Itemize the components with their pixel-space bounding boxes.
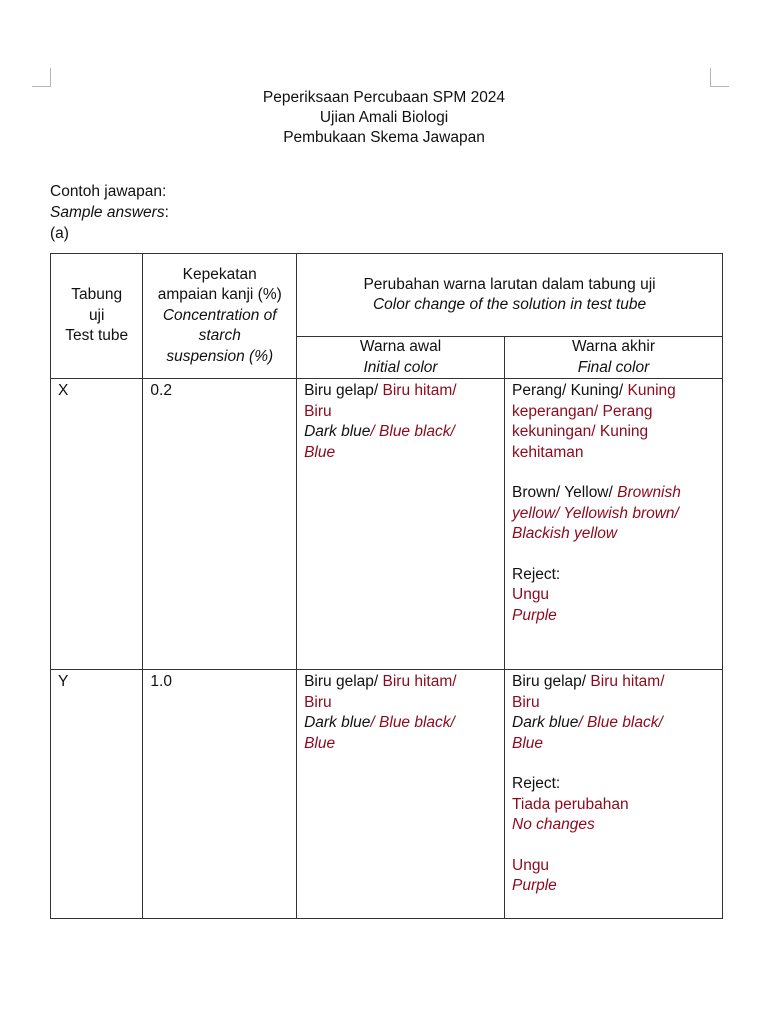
cell-concentration-y: [143, 670, 297, 919]
header-final-color-malay: Warna akhir: [572, 338, 655, 355]
reject-answer: Tiada perubahan: [512, 795, 629, 813]
crop-mark-top-left: [32, 68, 51, 87]
intro-block: [50, 181, 169, 244]
header-final-color-english: Final color: [577, 358, 650, 376]
cell-concentration-x: [143, 379, 297, 670]
intro-label-english: [50, 202, 169, 223]
answer-alt-english: Blue: [512, 734, 544, 752]
cell-final-color-y: [505, 670, 723, 919]
answer-alt-english: Blackish yellow: [512, 525, 618, 542]
answer-table: [50, 253, 723, 919]
header-concentration-line: Kepekatan: [182, 265, 257, 283]
reject-label: Reject:: [512, 775, 561, 792]
answer-text: Biru gelap/: [512, 673, 591, 690]
header-color-change-english: Color change of the solution in test tube: [372, 296, 647, 313]
header-test-tube-english: Test tube: [65, 327, 129, 345]
header-color-change: [297, 254, 723, 337]
question-part-label: (a): [50, 225, 69, 242]
header-test-tube-line: Tabung: [71, 286, 123, 304]
intro-label-english-text: Sample answers: [50, 204, 165, 221]
cell-initial-color-x: [297, 379, 505, 670]
header-concentration-english: Concentration of: [162, 306, 277, 324]
answer-alt-english: / Blue black/: [370, 423, 455, 440]
answer-english: Dark blue: [304, 423, 371, 440]
crop-mark-top-right: [710, 68, 729, 87]
reject-answer: Ungu: [512, 586, 550, 603]
cell-tube-x: [51, 379, 143, 670]
header-concentration-english: suspension (%): [166, 347, 274, 365]
answer-alt-text: Biru: [512, 693, 540, 711]
answer-alt-english: Blue: [304, 443, 336, 461]
cell-final-color-x: [505, 379, 723, 670]
intro-label: Contoh jawapan:: [50, 183, 167, 200]
answer-text: Perang/ Kuning/: [512, 382, 628, 399]
header-scheme: Pembukaan Skema Jawapan: [283, 129, 485, 146]
reject-answer: Ungu: [512, 856, 550, 874]
answer-alt-text: kekuningan/ Kuning: [512, 423, 649, 440]
header-concentration-english: starch: [198, 327, 241, 345]
reject-answer-english: No changes: [512, 816, 595, 833]
header-test-tube-line: uji: [88, 306, 105, 324]
answer-text: Biru gelap/: [304, 382, 383, 399]
answer-english: Dark blue: [304, 714, 371, 731]
tube-label: X: [58, 382, 69, 399]
tube-label: Y: [58, 673, 69, 690]
answer-alt-text: kehitaman: [512, 443, 584, 461]
answer-alt-text: Biru hitam/: [590, 673, 665, 690]
answer-alt-english: Brownish: [617, 484, 681, 501]
header-title: Peperiksaan Percubaan SPM 2024: [262, 89, 506, 106]
intro-colon: :: [164, 204, 169, 221]
answer-alt-text: Kuning: [627, 382, 676, 399]
answer-alt-english: Blue: [304, 734, 336, 752]
concentration-value: 1.0: [150, 673, 172, 690]
reject-answer-english: Purple: [512, 606, 557, 624]
concentration-value: 0.2: [150, 382, 172, 399]
answer-alt-text: keperangan/ Perang: [512, 402, 653, 420]
answer-english: Brown/ Yellow/: [512, 484, 618, 501]
answer-alt-text: Biru hitam/: [382, 673, 457, 690]
header-initial-color-english: Initial color: [363, 358, 438, 376]
header-concentration: [143, 254, 297, 379]
answer-english: Dark blue: [512, 714, 579, 731]
header-test-tube: [51, 254, 143, 379]
document-header: [0, 88, 768, 148]
table-row-x: [51, 379, 723, 670]
header-initial-color-malay: Warna awal: [359, 338, 442, 355]
cell-tube-y: [51, 670, 143, 919]
answer-alt-text: Biru: [304, 693, 332, 711]
answer-text: Biru gelap/: [304, 673, 383, 690]
header-subtitle: Ujian Amali Biologi: [319, 109, 449, 126]
answer-alt-english: / Blue black/: [578, 714, 663, 731]
header-initial-color: [297, 337, 505, 379]
cell-initial-color-y: [297, 670, 505, 919]
answer-alt-english: yellow/ Yellowish brown/: [512, 504, 679, 522]
header-concentration-line: ampaian kanji (%): [157, 286, 282, 304]
reject-label: Reject:: [512, 565, 561, 583]
table-row-y: [51, 670, 723, 919]
answer-alt-english: / Blue black/: [370, 714, 455, 731]
reject-answer-english: Purple: [512, 877, 557, 894]
header-final-color: [505, 337, 723, 379]
answer-alt-text: Biru hitam/: [382, 382, 457, 399]
answer-alt-text: Biru: [304, 402, 332, 420]
header-color-change-malay: Perubahan warna larutan dalam tabung uji: [363, 275, 656, 293]
